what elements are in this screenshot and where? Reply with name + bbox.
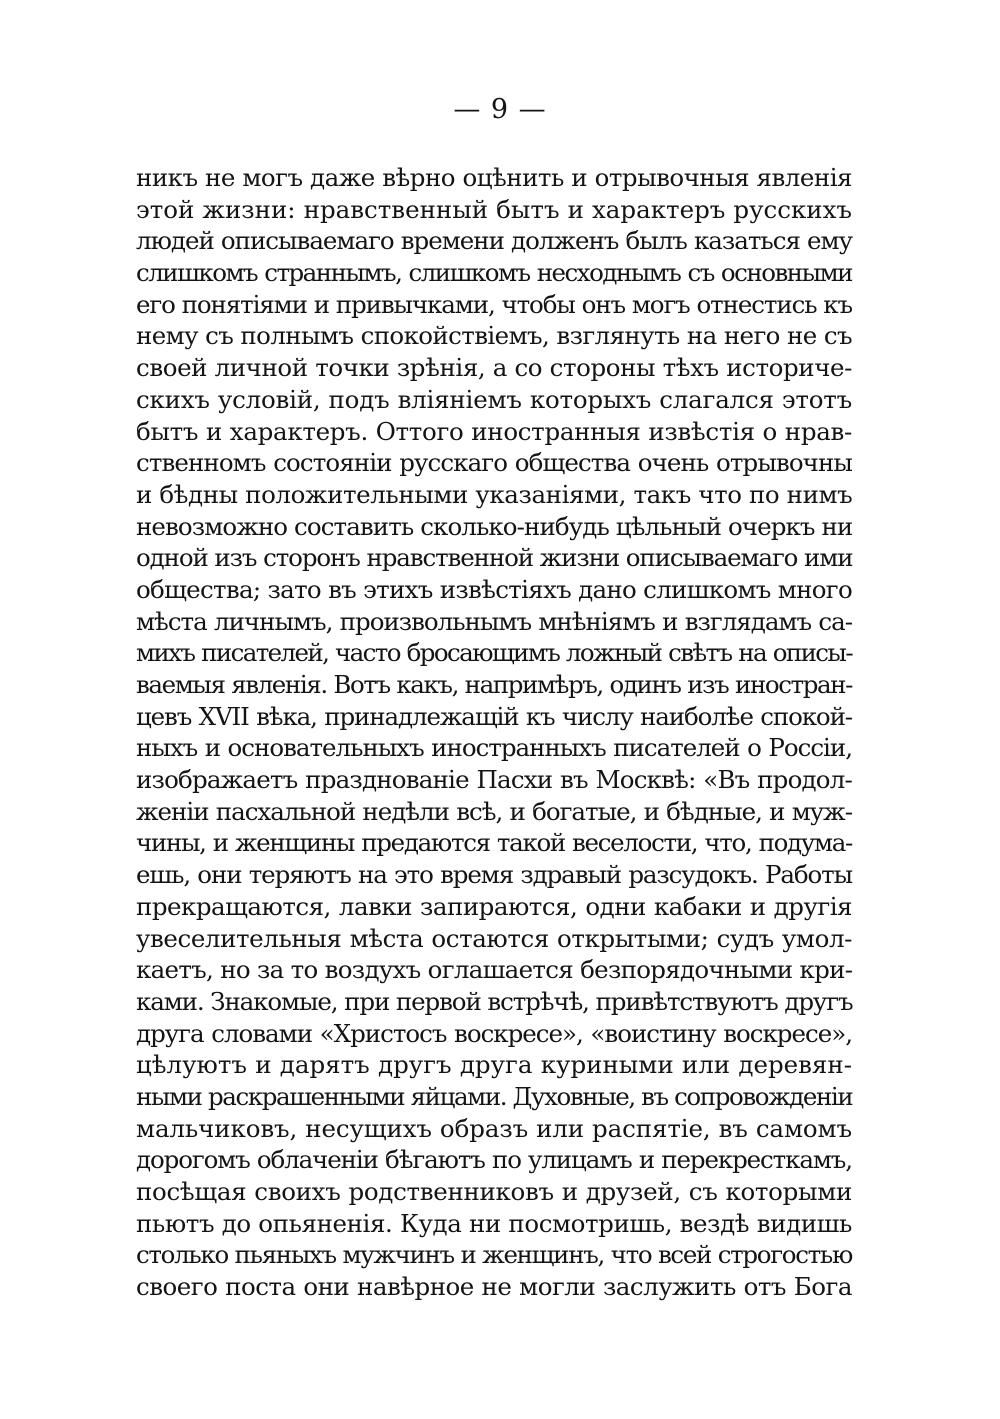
text-line: пьютъ до опьяненія. Куда ни посмотришь, вездѣ видишь xyxy=(136,1208,852,1238)
text-line: столько пьяныхъ мужчинъ и женщинъ, что всей строгостью xyxy=(136,1240,852,1270)
body-text xyxy=(136,162,852,1303)
text-line: изображаетъ празднованіе Пасхи въ Москвѣ: «Въ продол- xyxy=(136,765,852,795)
text-line: его понятіями и привычками, чтобы онъ могъ отнестись къ xyxy=(136,289,852,319)
text-line: ственномъ состояніи русскаго общества очень отрывочны xyxy=(136,448,852,478)
text-line: людей описываемаго времени долженъ былъ казаться ему xyxy=(136,226,852,256)
text-line: слишкомъ страннымъ, слишкомъ несходнымъ съ основными xyxy=(136,258,852,288)
text-line: дорогомъ облаченіи бѣгаютъ по улицамъ и перекресткамъ, xyxy=(136,1145,852,1175)
text-line: мѣста личнымъ, произвольнымъ мнѣніямъ и взглядамъ са- xyxy=(136,606,852,636)
page-number: — 9 — xyxy=(453,94,547,125)
text-line: скихъ условій, подъ вліяніемъ которыхъ слагался этотъ xyxy=(136,384,852,414)
text-line: михъ писателей, часто бросающимъ ложный свѣтъ на описы- xyxy=(136,638,852,668)
text-line: каетъ, но за то воздухъ оглашается безпорядочными кри- xyxy=(136,955,853,985)
text-line: ками. Знакомые, при первой встрѣчѣ, привѣтствуютъ другъ xyxy=(136,986,853,1016)
text-line: ешь, они теряютъ на это время здравый разсудокъ. Работы xyxy=(136,860,852,890)
text-line: невозможно составить сколько-нибудь цѣльный очеркъ ни xyxy=(136,511,853,541)
text-line: женіи пасхальной недѣли всѣ, и богатые, и бѣдные, и муж- xyxy=(136,796,852,826)
text-line: бытъ и характеръ. Оттого иностранныя извѣстія о нрав- xyxy=(136,416,852,446)
text-line: мальчиковъ, несущихъ образъ или распятіе, въ самомъ xyxy=(136,1113,852,1143)
text-line: общества; зато въ этихъ извѣстіяхъ дано слишкомъ много xyxy=(136,574,852,604)
text-line: ныхъ и основательныхъ иностранныхъ писателей о Россіи, xyxy=(136,733,852,763)
text-line: и бѣдны положительными указаніями, такъ что по нимъ xyxy=(136,479,853,509)
text-line: цѣлуютъ и дарятъ другъ друга куриными или деревян- xyxy=(136,1050,852,1080)
text-line: чины, и женщины предаются такой веселости, что, подума- xyxy=(136,828,852,858)
text-line: никъ не могъ даже вѣрно оцѣнить и отрывочныя явленія xyxy=(136,163,852,192)
text-line: своей личной точки зрѣнія, а со стороны тѣхъ историче- xyxy=(136,353,852,383)
text-line: одной изъ сторонъ нравственной жизни описываемаго ими xyxy=(136,543,853,573)
text-line: нему съ полнымъ спокойствіемъ, взглянуть на него не съ xyxy=(136,321,852,351)
text-line: ваемыя явленія. Вотъ какъ, напримѣръ, одинъ изъ иностран- xyxy=(136,670,852,699)
text-line: увеселительныя мѣста остаются открытыми; судъ умол- xyxy=(136,923,852,953)
text-line: прекращаются, лавки запираются, одни кабаки и другія xyxy=(136,891,852,921)
text-line: друга словами «Христосъ воскресе», «воистину воскресе», xyxy=(136,1018,852,1048)
text-line: ными раскрашенными яйцами. Духовные, въ сопровожденіи xyxy=(136,1081,853,1111)
text-line: своего поста они навѣрное не могли заслужить отъ Бога xyxy=(136,1272,852,1302)
text-line: этой жизни: нравственный бытъ и характеръ русскихъ xyxy=(136,194,852,224)
text-line: посѣщая своихъ родственниковъ и друзей, съ которыми xyxy=(136,1177,852,1206)
text-line: цевъ XVII вѣка, принадлежащій къ числу наиболѣе спокой- xyxy=(136,701,852,731)
